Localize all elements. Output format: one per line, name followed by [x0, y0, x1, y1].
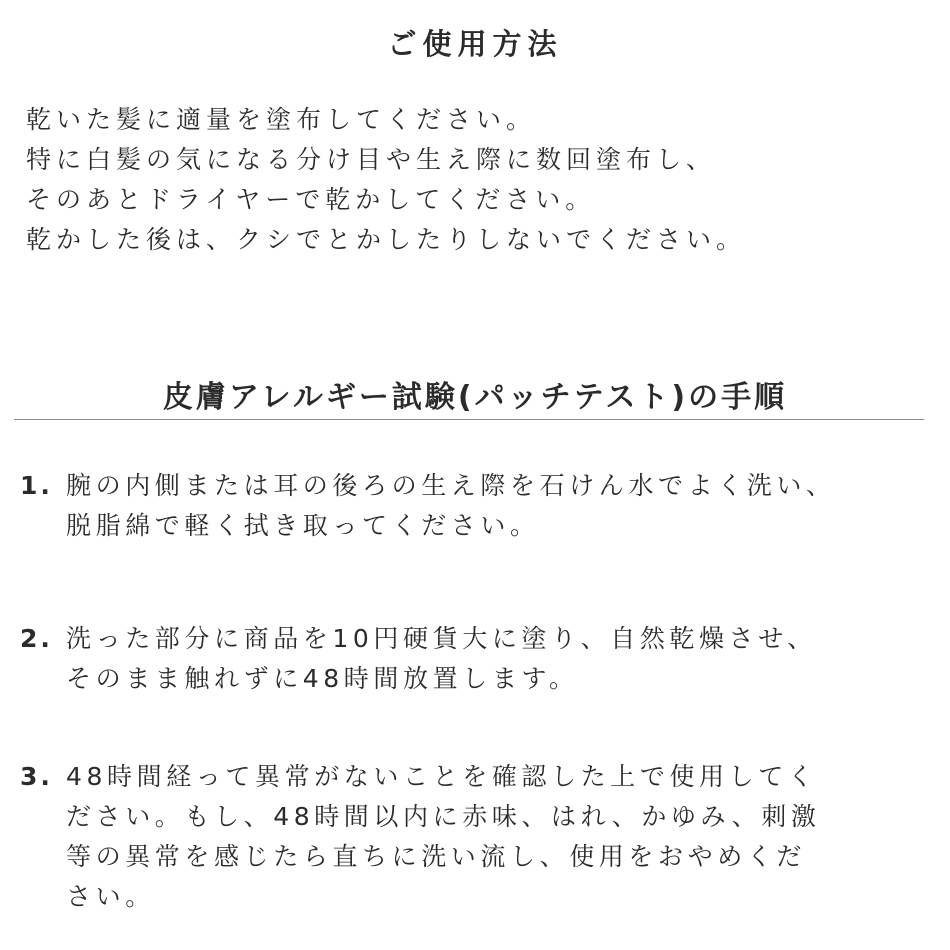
usage-line: 特に白髪の気になる分け目や生え際に数回塗布し、 — [26, 145, 717, 174]
usage-line: 乾かした後は、クシでとかしたりしないでください。 — [26, 225, 747, 254]
step-number: 3. — [20, 762, 53, 791]
step-number: 2. — [20, 624, 53, 653]
step-line: 脱脂綿で軽く拭き取ってください。 — [66, 511, 540, 540]
step-text — [66, 757, 936, 917]
usage-instructions — [26, 100, 936, 260]
usage-title: ご使用方法 — [387, 27, 563, 61]
step-number: 1. — [20, 471, 53, 500]
usage-line: そのあとドライヤーで乾かしてください。 — [26, 185, 596, 214]
patch-test-title: 皮膚アレルギー試験(パッチテスト)の手順 — [162, 380, 788, 415]
step-line: ださい。もし、48時間以内に赤味、はれ、かゆみ、刺激 — [66, 802, 821, 831]
step-text — [66, 466, 936, 546]
step-line: さい。 — [66, 882, 155, 911]
section-divider — [14, 419, 924, 420]
step-line: 洗った部分に商品を10円硬貨大に塗り、自然乾燥させ、 — [66, 624, 817, 653]
usage-line: 乾いた髪に適量を塗布してください。 — [26, 105, 537, 134]
step-line: 腕の内側または耳の後ろの生え際を石けん水でよく洗い、 — [66, 471, 836, 500]
step-line: 等の異常を感じたら直ちに洗い流し、使用をおやめくだ — [66, 842, 807, 871]
step-line: 48時間経って異常がないことを確認した上で使用してく — [66, 762, 818, 791]
step-line: そのまま触れずに48時間放置します。 — [66, 664, 579, 693]
step-text — [66, 619, 936, 699]
